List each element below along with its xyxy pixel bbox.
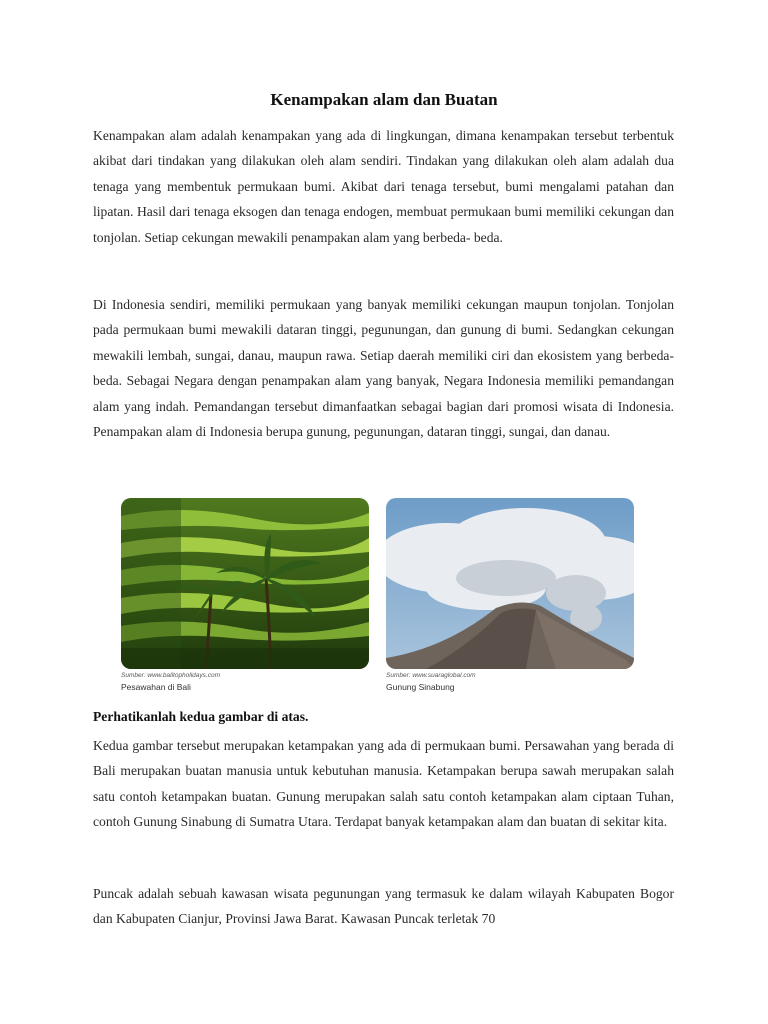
section-subheading: Perhatikanlah kedua gambar di atas. bbox=[93, 709, 309, 724]
document-title: Kenampakan alam dan Buatan bbox=[270, 90, 498, 109]
paragraph-3: Kedua gambar tersebut merupakan ketampakan yang ada di permukaan bumi. Persawahan yang berada di Bali merupakan buatan manusia untuk kebutuhan manusia. Ketampakan berupa sawah merupakan salah satu contoh ketampakan buatan. Gunung merupakan salah satu contoh ketampakan alam ciptaan Tuhan, contoh Gunung Sinabung di Sumatra Utara. Terdapat banyak ketampakan alam dan buatan di sekitar kita. bbox=[93, 738, 674, 830]
paragraph-1: Kenampakan alam adalah kenampakan yang ada di lingkungan, dimana kenampakan tersebut terbentuk akibat dari tindakan yang dilakukan oleh alam sendiri. Tindakan yang dilakukan oleh alam adalah dua tenaga yang membentuk permukaan bumi. Akibat dari tenaga tersebut, bumi mengalami patahan dan lipatan. Hasil dari tenaga eksogen dan tenaga endogen, membuat permukaan bumi memiliki cekungan dan tonjolan. Setiap cekungan mewakili penampakan alam yang berbeda- beda. bbox=[93, 128, 674, 245]
volcano-photo bbox=[386, 498, 634, 669]
paragraph-2: Di Indonesia sendiri, memiliki permukaan yang banyak memiliki cekungan maupun tonjolan. Tonjolan pada permukaan bumi mewakili dataran tinggi, pegunungan, dan gunung di bumi. Sedangkan cekungan mewakili lembah, sungai, danau, maupun rawa. Setiap daerah memiliki ciri dan ekosistem yang berbeda- beda. Sebagai Negara dengan penampakan alam yang banyak, Negara Indonesia memiliki pemandangan alam yang indah. Pemandangan tersebut dimanfaatkan sebagai bagian dari promosi wisata di Indonesia. Penampakan alam di Indonesia berupa gunung, pegunungan, dataran tinggi, sungai, dan danau. bbox=[93, 297, 674, 440]
figure-caption: Pesawahan di Bali bbox=[121, 682, 191, 692]
figure-caption: Gunung Sinabung bbox=[386, 682, 455, 692]
figure-source: Sumber: www.balitopholidays.com bbox=[121, 672, 220, 679]
figure-volcano bbox=[386, 498, 634, 692]
rice-terrace-photo bbox=[121, 498, 369, 669]
paragraph-4: Puncak adalah sebuah kawasan wisata pegunungan yang termasuk ke dalam wilayah Kabupaten Bogor dan Kabupaten Cianjur, Provinsi Jawa Barat. Kawasan Puncak terletak 70 bbox=[93, 886, 674, 927]
figure-rice-terraces bbox=[121, 498, 369, 692]
figure-source: Sumber: www.suaraglobal.com bbox=[386, 672, 476, 679]
